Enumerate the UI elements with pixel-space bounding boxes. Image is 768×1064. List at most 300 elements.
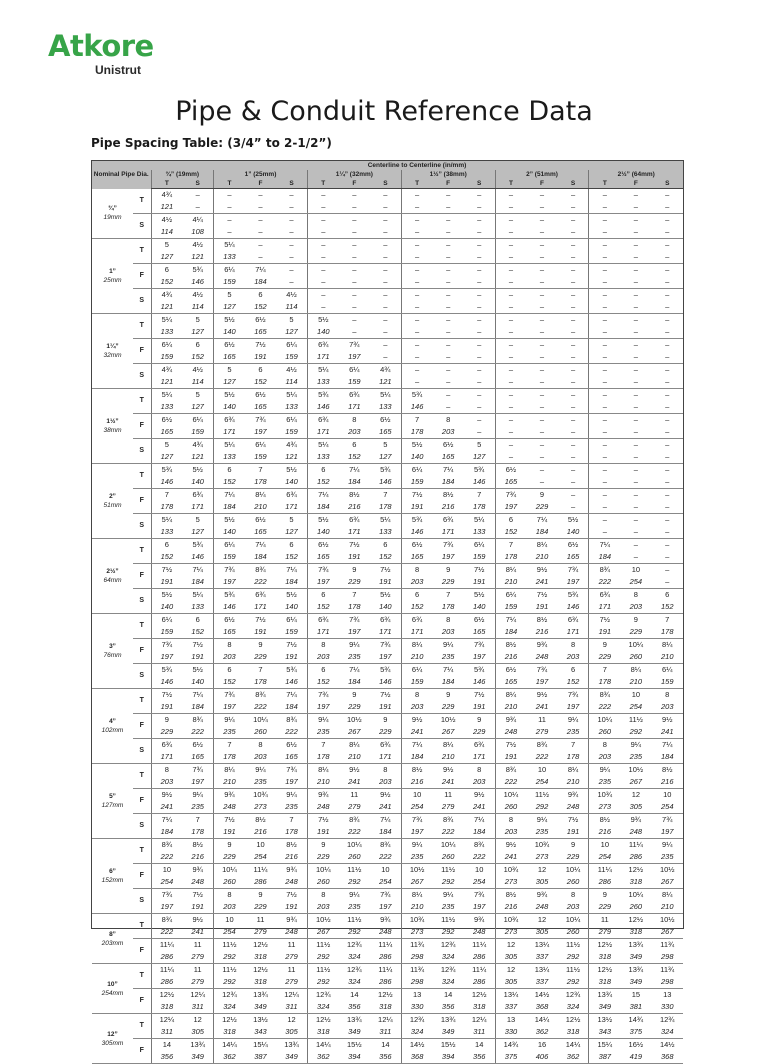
spacing-value-mm: – <box>589 401 620 414</box>
spacing-value-inch: – <box>495 239 526 252</box>
spacing-value-inch: 11½ <box>566 965 581 974</box>
support-type-label: S <box>133 289 151 314</box>
spacing-value-inch: 14¼ <box>307 1039 338 1052</box>
spacing-value-mm: 235 <box>307 726 338 739</box>
spacing-value-mm: 197 <box>433 551 464 564</box>
spacing-value-mm: – <box>620 426 651 439</box>
pipe-size-label <box>92 839 133 914</box>
spacing-value-mm: 184 <box>339 676 370 689</box>
support-type-label: F <box>133 414 151 439</box>
spacing-value-inch: 12½ <box>378 990 393 999</box>
spacing-value-inch: 8¾ <box>255 565 266 574</box>
pipe-size-label <box>92 314 133 389</box>
spacing-value-inch: 9¾ <box>630 815 642 824</box>
spacing-value-inch: 7½ <box>151 689 182 702</box>
spacing-value-mm: – <box>339 226 370 239</box>
spacing-value-inch: 10½ <box>440 715 456 724</box>
spacing-value-inch: – <box>401 289 432 302</box>
table-row <box>92 689 683 702</box>
spacing-value-mm: 171 <box>401 626 432 639</box>
spacing-value-mm: – <box>589 526 620 539</box>
spacing-value-mm: 222 <box>464 851 495 864</box>
spacing-value-mm: 222 <box>245 576 276 589</box>
spacing-value-mm: – <box>589 451 620 464</box>
spacing-value-inch: 5¼ <box>286 390 297 399</box>
spacing-value-inch: 10¼ <box>214 864 245 877</box>
spacing-value-inch: 14½ <box>659 1040 675 1049</box>
spacing-value-inch: 6¾ <box>214 414 245 427</box>
spacing-value-inch: 8½ <box>495 889 526 902</box>
spacing-value-inch: 7¼ <box>662 740 673 749</box>
spacing-value-mm: 171 <box>464 751 495 764</box>
spacing-value-inch: 9¼ <box>349 640 360 649</box>
spacing-value-inch: 6¾ <box>286 490 297 499</box>
spacing-value-mm: 286 <box>151 951 182 964</box>
spacing-value-mm: 279 <box>589 926 620 939</box>
spacing-value-inch: 5 <box>214 289 245 302</box>
spacing-value-inch: 5 <box>151 439 182 452</box>
spacing-value-inch: 4¾ <box>380 365 391 374</box>
column-subheader: T <box>151 179 182 189</box>
spacing-value-mm: 210 <box>433 751 464 764</box>
spacing-value-mm: – <box>401 326 432 339</box>
pipe-size-mm: 305mm <box>101 1039 124 1047</box>
spacing-value-mm: 273 <box>526 851 557 864</box>
spacing-value-mm: 184 <box>495 626 526 639</box>
spacing-value-mm: 197 <box>214 576 245 589</box>
pipe-size-label <box>92 764 133 839</box>
spacing-value-mm: 229 <box>589 901 620 914</box>
spacing-value-inch: 9½ <box>536 565 548 574</box>
spacing-value-mm: 337 <box>495 1001 526 1014</box>
spacing-value-mm: – <box>495 376 526 389</box>
spacing-value-inch: – <box>495 439 526 452</box>
spacing-value-mm: – <box>652 301 684 314</box>
spacing-value-inch: 7¾ <box>473 890 485 899</box>
spacing-value-inch: 6½ <box>307 539 338 552</box>
spacing-value-inch: 7¾ <box>473 640 485 649</box>
spacing-value-inch: 5½ <box>192 665 203 674</box>
spacing-value-mm: – <box>495 226 526 239</box>
spacing-value-inch: – <box>570 190 576 199</box>
spacing-value-inch: 8 <box>401 564 432 577</box>
spacing-value-inch: 5¾ <box>380 665 391 674</box>
support-type-label: S <box>133 214 151 239</box>
spacing-value-mm: – <box>433 376 464 389</box>
spacing-value-mm: 121 <box>182 251 213 264</box>
spacing-value-inch: – <box>258 240 263 249</box>
brand-logo <box>48 29 154 77</box>
spacing-value-inch: 12½ <box>628 865 644 874</box>
spacing-value-mm: 216 <box>526 626 557 639</box>
support-type-label: F <box>133 864 151 889</box>
spacing-value-inch: – <box>589 189 620 202</box>
spacing-value-mm: – <box>370 326 401 339</box>
column-subheader: T <box>401 179 432 189</box>
spacing-value-mm: 197 <box>307 576 338 589</box>
spacing-value-inch: 5¾ <box>151 664 182 677</box>
spacing-value-inch: 12 <box>537 865 547 874</box>
spacing-value-inch: – <box>289 265 294 274</box>
spacing-value-inch: – <box>495 414 526 427</box>
spacing-value-inch: – <box>633 490 638 499</box>
table-row <box>92 601 683 614</box>
spacing-value-mm: 165 <box>245 401 276 414</box>
spacing-value-mm: 140 <box>464 601 495 614</box>
spacing-value-inch: – <box>477 265 482 274</box>
spacing-value-inch: 4½ <box>192 365 203 374</box>
spacing-value-mm: 318 <box>245 976 276 989</box>
spacing-value-inch: 12½ <box>471 990 487 999</box>
spacing-value-mm: 171 <box>307 626 338 639</box>
spacing-value-mm: 241 <box>526 576 557 589</box>
table-row <box>92 201 683 214</box>
spacing-value-mm: 203 <box>652 701 684 714</box>
spacing-value-inch: 9 <box>307 839 338 852</box>
table-caption: Pipe Spacing Table: (3/4” to 2-1/2”) <box>91 136 332 150</box>
spacing-value-inch: – <box>401 264 432 277</box>
spacing-value-mm: 127 <box>214 376 245 389</box>
spacing-value-inch: 8¾ <box>473 840 485 849</box>
spacing-value-inch: – <box>665 215 670 224</box>
spacing-value-inch: 11¼ <box>589 864 620 877</box>
spacing-value-mm: 165 <box>401 551 432 564</box>
spacing-value-inch: 6½ <box>442 440 454 449</box>
spacing-value-inch: 13½ <box>589 1014 620 1027</box>
spacing-value-mm: 222 <box>370 851 401 864</box>
spacing-value-inch: 6½ <box>255 390 266 399</box>
table-row <box>92 839 683 852</box>
spacing-value-inch: 7¼ <box>536 515 548 524</box>
spacing-value-mm: – <box>276 226 307 239</box>
spacing-value-inch: 13¾ <box>628 965 644 974</box>
spacing-value-inch: – <box>383 265 388 274</box>
spacing-value-mm: 235 <box>339 901 370 914</box>
spacing-value-inch: 9 <box>352 565 357 574</box>
spacing-value-mm: 146 <box>214 601 245 614</box>
spacing-value-inch: 14¼ <box>214 1039 245 1052</box>
spacing-value-mm: 184 <box>401 751 432 764</box>
spacing-value-inch: 9¼ <box>589 764 620 777</box>
spacing-value-mm: – <box>589 351 620 364</box>
spacing-value-inch: 9¾ <box>214 789 245 802</box>
spacing-value-inch: – <box>633 265 638 274</box>
spacing-value-inch: 9 <box>352 690 357 699</box>
spacing-value-inch: – <box>383 190 388 199</box>
spacing-value-inch: 9¼ <box>286 790 297 799</box>
spacing-value-inch: 12½ <box>151 989 182 1002</box>
pipe-size-mm: 19mm <box>103 214 122 222</box>
spacing-value-inch: 5¼ <box>380 390 391 399</box>
spacing-value-inch: – <box>307 264 338 277</box>
spacing-value-inch: 5¾ <box>214 589 245 602</box>
spacing-value-inch: – <box>446 390 451 399</box>
spacing-value-inch: 8 <box>495 814 526 827</box>
spacing-value-inch: 14 <box>381 1040 390 1049</box>
spacing-value-mm: 146 <box>370 476 401 489</box>
spacing-value-inch: 5¼ <box>192 590 203 599</box>
spacing-value-inch: 5¼ <box>214 439 245 452</box>
spacing-value-mm: – <box>620 201 651 214</box>
spacing-value-mm: 368 <box>401 1051 432 1064</box>
spacing-value-inch: 9½ <box>192 915 203 924</box>
spacing-value-mm: 114 <box>182 376 213 389</box>
spacing-value-inch: 11¾ <box>660 940 675 949</box>
spacing-value-inch: 10 <box>631 565 641 574</box>
table-row <box>92 964 683 977</box>
spacing-value-inch: 11¼ <box>472 940 487 949</box>
spacing-value-mm: 241 <box>652 726 684 739</box>
spacing-value-mm: 178 <box>151 501 182 514</box>
spacing-value-inch: 9¾ <box>192 865 203 874</box>
spacing-value-inch: 8½ <box>349 490 360 499</box>
spacing-value-inch: 10 <box>475 865 484 874</box>
spacing-value-mm: – <box>214 226 245 239</box>
spacing-value-mm: 419 <box>620 1051 651 1064</box>
pipe-size-inch: 1” <box>109 268 116 275</box>
spacing-value-inch: 8½ <box>442 490 454 499</box>
table-row <box>92 664 683 677</box>
spacing-value-mm: 235 <box>526 826 557 839</box>
table-row <box>92 401 683 414</box>
spacing-value-mm: 356 <box>339 1001 370 1014</box>
spacing-value-mm: – <box>433 276 464 289</box>
spacing-value-inch: – <box>477 190 482 199</box>
spacing-value-inch: 7¼ <box>192 690 203 699</box>
spacing-value-inch: – <box>570 290 576 299</box>
spacing-value-mm: 222 <box>151 851 182 864</box>
spacing-value-inch: 7½ <box>380 565 391 574</box>
spacing-value-mm: 254 <box>526 776 557 789</box>
table-row <box>92 814 683 827</box>
spacing-value-mm: 191 <box>495 751 526 764</box>
spacing-value-mm: – <box>276 251 307 264</box>
spacing-value-inch: 5¼ <box>151 514 182 527</box>
spacing-value-mm: – <box>526 226 557 239</box>
spacing-value-inch: 8¼ <box>662 640 673 649</box>
spacing-value-mm: 305 <box>182 1026 213 1039</box>
spacing-value-inch: 9 <box>383 715 388 724</box>
spacing-value-inch: – <box>539 290 545 299</box>
spacing-value-inch: 6¾ <box>349 390 360 399</box>
spacing-value-mm: 121 <box>151 376 182 389</box>
table-row <box>92 276 683 289</box>
spacing-value-inch: 8½ <box>401 764 432 777</box>
spacing-value-mm: – <box>589 301 620 314</box>
spacing-value-inch: 7¼ <box>214 489 245 502</box>
spacing-value-mm: 140 <box>307 326 338 339</box>
spacing-value-inch: 6½ <box>214 339 245 352</box>
table-row <box>92 751 683 764</box>
spacing-value-mm: 248 <box>307 801 338 814</box>
spacing-value-inch: 7¼ <box>442 665 454 674</box>
spacing-value-mm: 210 <box>652 651 684 664</box>
spacing-value-mm: 178 <box>464 501 495 514</box>
spacing-value-inch: 6½ <box>401 539 432 552</box>
pipe-size-label <box>92 539 133 614</box>
pipe-size-inch: 3” <box>109 643 116 650</box>
spacing-value-inch: 5½ <box>567 515 579 524</box>
spacing-value-inch: 7¼ <box>442 465 454 474</box>
spacing-value-mm: 178 <box>245 676 276 689</box>
spacing-value-mm: 292 <box>339 926 370 939</box>
spacing-value-mm: 165 <box>276 751 307 764</box>
spacing-value-mm: 324 <box>652 1026 684 1039</box>
spacing-value-inch: 7¾ <box>214 689 245 702</box>
table-row <box>92 639 683 652</box>
spacing-value-inch: 7½ <box>192 640 203 649</box>
spacing-value-inch: – <box>589 314 620 327</box>
spacing-value-mm: 248 <box>370 926 401 939</box>
spacing-value-mm: 197 <box>558 701 589 714</box>
spacing-value-mm: 368 <box>526 1001 557 1014</box>
spacing-value-inch: – <box>477 240 482 249</box>
spacing-value-inch: 7 <box>214 739 245 752</box>
spacing-value-inch: – <box>633 365 638 374</box>
spacing-value-inch: – <box>539 215 545 224</box>
spacing-value-mm: 191 <box>182 901 213 914</box>
spacing-value-inch: 5¼ <box>307 439 338 452</box>
spacing-value-inch: 12 <box>495 939 526 952</box>
spacing-value-mm: 127 <box>182 326 213 339</box>
spacing-value-inch: 6¼ <box>192 415 203 424</box>
spacing-value-mm: – <box>652 401 684 414</box>
spacing-value-mm: 229 <box>620 626 651 639</box>
spacing-value-mm: 159 <box>276 426 307 439</box>
spacing-value-inch: 9¼ <box>442 890 454 899</box>
spacing-value-inch: 8½ <box>495 639 526 652</box>
spacing-value-mm: 349 <box>620 976 651 989</box>
spacing-value-mm: 235 <box>589 776 620 789</box>
spacing-value-inch: 7½ <box>349 540 360 549</box>
spacing-value-inch: – <box>665 265 670 274</box>
spacing-value-inch: 7¼ <box>151 814 182 827</box>
spacing-value-inch: 5 <box>195 390 200 399</box>
spacing-value-mm: 292 <box>558 951 589 964</box>
spacing-value-mm: 305 <box>620 801 651 814</box>
spacing-value-mm: 184 <box>652 751 684 764</box>
spacing-value-inch: 7½ <box>380 690 391 699</box>
spacing-value-mm: 254 <box>652 801 684 814</box>
spacing-value-inch: 4½ <box>192 240 203 249</box>
spacing-value-inch: 10¼ <box>565 865 581 874</box>
spacing-value-mm: – <box>652 201 684 214</box>
spacing-value-inch: 9½ <box>151 789 182 802</box>
spacing-value-inch: – <box>495 339 526 352</box>
spacing-value-inch: 7 <box>383 490 388 499</box>
spacing-value-inch: 13¾ <box>628 940 644 949</box>
spacing-value-inch: 7¼ <box>255 265 266 274</box>
spacing-value-inch: 5¾ <box>401 514 432 527</box>
spacing-value-inch: 10 <box>381 865 390 874</box>
spacing-value-mm: 229 <box>589 651 620 664</box>
spacing-value-inch: 9½ <box>536 690 548 699</box>
table-row <box>92 564 683 577</box>
spacing-value-mm: 210 <box>652 901 684 914</box>
spacing-value-inch: 11¼ <box>253 865 268 874</box>
spacing-value-inch: 7 <box>352 590 357 599</box>
spacing-value-inch: 9¾ <box>286 915 297 924</box>
spacing-value-inch: – <box>401 364 432 377</box>
spacing-value-mm: 324 <box>339 976 370 989</box>
spacing-value-mm: 171 <box>151 751 182 764</box>
column-subheader: T <box>214 179 245 189</box>
spacing-value-inch: 7¾ <box>151 639 182 652</box>
spacing-value-mm: 305 <box>526 926 557 939</box>
spacing-value-mm: 241 <box>339 776 370 789</box>
spacing-value-mm: – <box>401 376 432 389</box>
spacing-value-mm: 159 <box>214 276 245 289</box>
spacing-value-inch: – <box>495 364 526 377</box>
spacing-value-inch: 13¾ <box>347 1015 362 1024</box>
spacing-value-mm: 178 <box>182 826 213 839</box>
spacing-value-inch: 7¾ <box>307 564 338 577</box>
support-type-label: T <box>133 464 151 489</box>
spacing-value-inch: – <box>307 214 338 227</box>
spacing-value-inch: 10 <box>256 840 265 849</box>
spacing-value-inch: 4½ <box>151 214 182 227</box>
table-row <box>92 1014 683 1027</box>
spacing-value-inch: – <box>446 315 451 324</box>
spacing-value-inch: 7¼ <box>255 540 266 549</box>
spacing-value-mm: 146 <box>370 676 401 689</box>
spacing-value-inch: 5½ <box>286 465 297 474</box>
spacing-value-inch: – <box>446 215 451 224</box>
spacing-value-inch: 9¼ <box>536 815 548 824</box>
spacing-value-inch: 7¾ <box>307 689 338 702</box>
spacing-value-inch: 6¼ <box>662 665 673 674</box>
spacing-value-mm: 165 <box>245 326 276 339</box>
spacing-value-mm: 298 <box>401 951 432 964</box>
spacing-value-mm: 324 <box>558 1001 589 1014</box>
spacing-value-inch: – <box>633 540 638 549</box>
spacing-value-inch: 8¾ <box>192 715 203 724</box>
spacing-value-mm: – <box>526 401 557 414</box>
spacing-value-inch: – <box>589 364 620 377</box>
spacing-value-inch: 9 <box>214 839 245 852</box>
spacing-value-mm: 203 <box>558 901 589 914</box>
spacing-value-mm: 114 <box>276 376 307 389</box>
spacing-value-mm: – <box>620 451 651 464</box>
spacing-value-inch: 12¾ <box>347 940 362 949</box>
spacing-value-inch: 10¼ <box>440 840 456 849</box>
spacing-value-inch: 6 <box>258 290 263 299</box>
spacing-value-inch: 12¾ <box>214 989 245 1002</box>
spacing-value-mm: 159 <box>245 451 276 464</box>
spacing-value-inch: 8¾ <box>589 689 620 702</box>
spacing-value-mm: 292 <box>433 926 464 939</box>
spacing-value-mm: – <box>589 376 620 389</box>
spacing-value-mm: 152 <box>401 601 432 614</box>
table-row <box>92 726 683 739</box>
table-row <box>92 701 683 714</box>
spacing-value-mm: 191 <box>370 701 401 714</box>
spacing-value-inch: 6¼ <box>214 264 245 277</box>
spacing-value-mm: 210 <box>526 551 557 564</box>
spacing-value-mm: 254 <box>401 801 432 814</box>
pipe-size-mm: 127mm <box>101 802 124 809</box>
spacing-value-inch: 7 <box>258 465 263 474</box>
spacing-value-mm: 216 <box>276 851 307 864</box>
spacing-value-inch: – <box>570 340 576 349</box>
spacing-value-inch: – <box>401 239 432 252</box>
spacing-value-inch: 6 <box>307 464 338 477</box>
spacing-value-inch: 5¾ <box>286 665 297 674</box>
spacing-value-inch: 13 <box>495 1014 526 1027</box>
spacing-value-inch: 10½ <box>347 715 362 724</box>
spacing-value-mm: 197 <box>526 676 557 689</box>
spacing-value-inch: 8¾ <box>380 840 391 849</box>
